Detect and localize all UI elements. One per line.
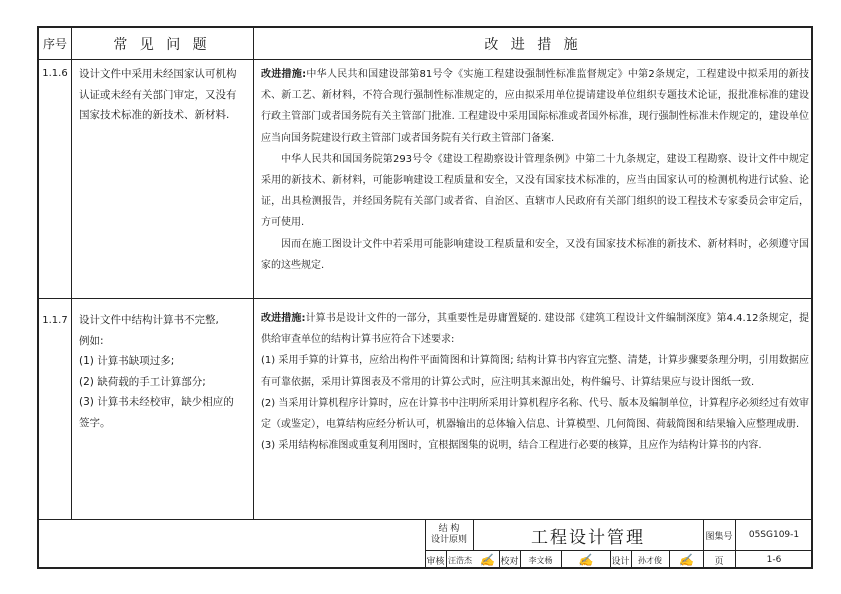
measure-text [261, 64, 809, 276]
measure-paragraph: 中华人民共和国建设部第81号令《实施工程建设强制性标准监督规定》中第2条规定，工程建设中拟采用的新技术、新工艺、新材料，不符合现行强制性标准规定的，应由拟采用单位提请建设单位组织专题技术论证，报批准标准的建设行政主管部门或者国务院有关主管部门批准. 工程建设中采用国际标准或者国外标准，现行强制性标准未作规定的，建设单位应当向国务院建设行政主管部门或者国务院有关行政主管部门备案. [261, 69, 809, 144]
tb-check-signature: ✍ [578, 553, 593, 567]
tb-category [425, 520, 473, 550]
problem-line: 签字。 [79, 416, 111, 429]
tb-title: 工程设计管理 [531, 527, 645, 548]
tb-page-label: 页 [714, 556, 724, 567]
tb-design-signature: ✍ [678, 553, 694, 567]
measure-lead: 改进措施: [261, 69, 307, 80]
header-divider [39, 59, 811, 60]
problem-text [79, 310, 249, 433]
tb-atlas-label: 图集号 [705, 531, 733, 542]
row-number: 1.1.6 [42, 68, 68, 79]
col-divider-problem [253, 28, 254, 519]
row-number: 1.1.7 [42, 315, 68, 326]
tb-review-name: 汪浩杰 [448, 555, 472, 565]
tb-review-signature: ✍ [479, 553, 495, 567]
tb-page-no: 1-6 [766, 555, 782, 565]
drawing-sheet [37, 26, 813, 569]
measure-paragraph: (3) 采用结构标准图或重复利用图时，宜根据图集的说明，结合工程进行必要的核算，且应作为结构计算书的内容. [261, 440, 762, 452]
measure-paragraph: (1) 采用手算的计算书，应给出构件平面简图和计算简图; 结构计算书内容宜完整、清楚，计算步骤要条理分明，引用数据应有可靠依据，采用计算图表及不常用的计算公式时，应注明其来源出处，构件编号、计算结果应与设计图纸一致. [261, 355, 809, 388]
tb-category-line: 结 构 [438, 524, 460, 534]
measure-paragraph: (2) 当采用计算机程序计算时，应在计算书中注明所采用计算机程序名称、代号、版本及编制单位，计算程序必须经过有效审定（或鉴定），电算结构应经分析认可，机器输出的总体输入信息、计算模型、几何简图、荷载简图和结果输入应整理成册. [261, 397, 809, 431]
problem-line: (3) 计算书未经校审，缺少相应的 [79, 396, 234, 408]
row-divider [39, 298, 811, 299]
col-divider-no [71, 28, 72, 519]
measure-paragraph: 计算书是设计文件的一部分，其重要性是毋庸置疑的. 建设部《建筑工程设计文件编制深度》第4.4.12条规定，提供给审查单位的结构计算书应符合下述要求: [261, 313, 809, 346]
tb-check-name: 李文杨 [528, 555, 553, 565]
measure-paragraph: 中华人民共和国国务院第293号令《建设工程勘察设计管理条例》中第二十九条规定，建设工程勘察、设计文件中规定采用的新技术、新材料，可能影响建设工程质量和安全，又没有国家技术标准的，应当由国家认可的检测机构进行试验、论证，出具检测报告，并经国务院有关部门或者省、自治区、直辖市人民政府有关部门组织的设工程技术专家委员会审定后，方可使用. [261, 153, 809, 229]
tb-design-name: 孙才俊 [638, 555, 662, 565]
header-measure: 改 进 措 施 [484, 36, 582, 53]
tb-check-label: 校对 [500, 556, 519, 567]
problem-line: (1) 计算书缺项过多; [79, 355, 175, 367]
measure-lead: 改进措施: [261, 313, 306, 324]
tb-review-label: 审核 [426, 556, 445, 567]
header-problem: 常 见 问 题 [113, 36, 211, 53]
header-no: 序号 [42, 37, 67, 51]
problem-line: 国家技术标准的新技术、新材料. [79, 109, 230, 121]
measure-paragraph: 因而在施工图设计文件中若采用可能影响建设工程质量和安全，又没有国家技术标准的新技术、新材料时，必须遵守国家的这些规定. [261, 238, 809, 271]
tb-atlas-no: 05SG109-1 [748, 530, 800, 540]
problem-text [79, 64, 249, 126]
problem-line: 例如: [79, 334, 104, 347]
tb-design-label: 设计 [611, 556, 630, 567]
problem-line: 认证或未经有关部门审定，又没有 [79, 88, 237, 101]
problem-line: (2) 缺荷载的手工计算部分; [79, 375, 206, 388]
measure-text [261, 308, 809, 456]
problem-line: 设计文件中结构计算书不完整, [79, 314, 219, 326]
problem-line: 设计文件中采用未经国家认可机构 [79, 68, 237, 80]
tb-category-line: 设计原则 [430, 535, 467, 545]
